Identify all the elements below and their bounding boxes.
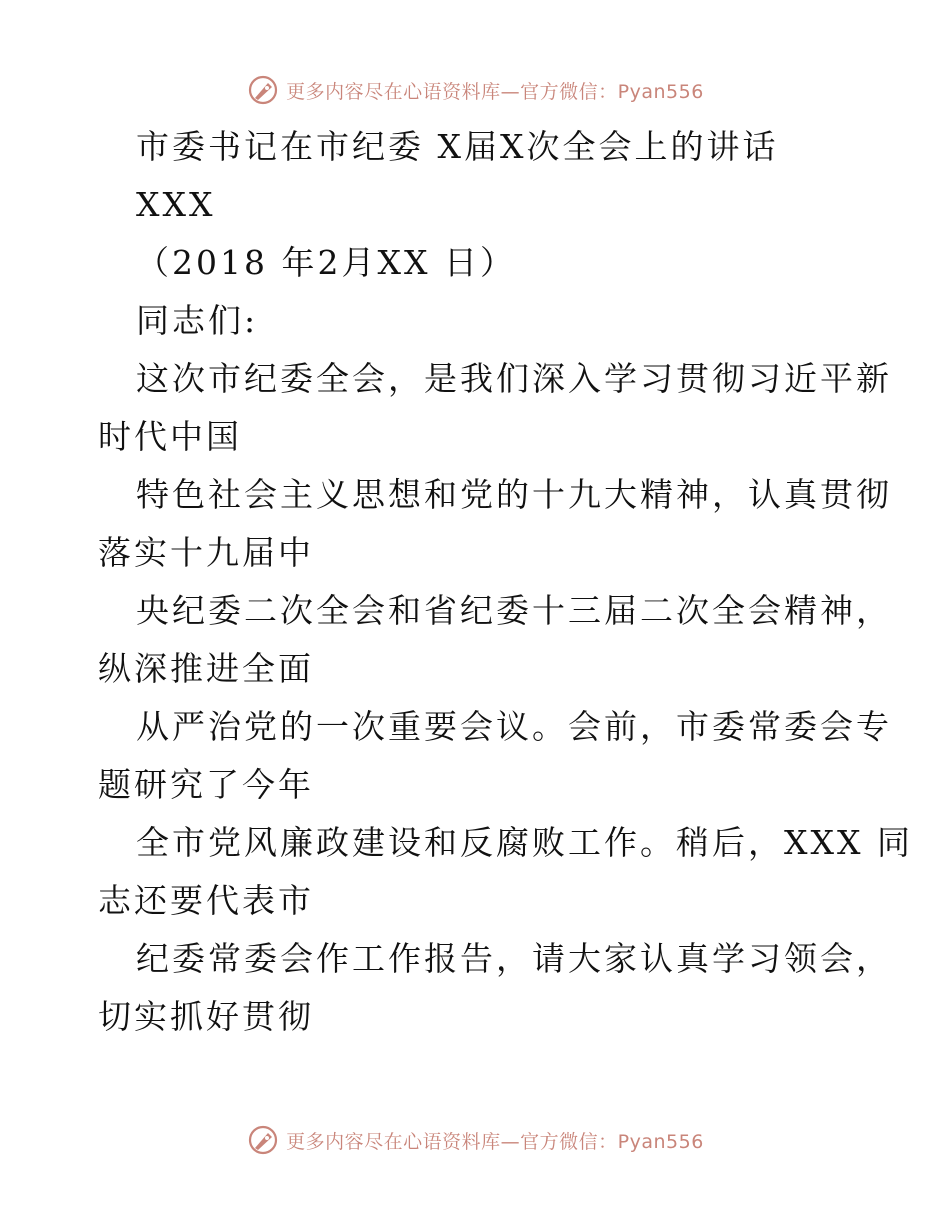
paragraph-line: 时代中国 [98,417,242,456]
watermark-text: 更多内容尽在心语资料库—官方微信：Pyan556 [286,1130,704,1153]
speech-date: （2018 年2月XX 日） [136,243,516,282]
document-body [98,118,913,1046]
speaker-name: XXX [136,185,216,224]
salutation: 同志们: [136,301,259,340]
paragraph-line: 志还要代表市 [98,881,314,920]
header-watermark [0,70,950,110]
document-title: 市委书记在市纪委 X届X次全会上的讲话 [136,127,779,166]
paragraph-line: 这次市纪委全会，是我们深入学习贯彻习近平新 [136,359,892,398]
pen-nib-logo-icon [246,1123,280,1157]
paragraph-line: 切实抓好贯彻 [98,997,314,1036]
paragraph-line: 落实十九届中 [98,533,314,572]
paragraph-line: 从严治党的一次重要会议。会前，市委常委会专 [136,707,892,746]
watermark-text: 更多内容尽在心语资料库—官方微信：Pyan556 [286,80,704,103]
paragraph-line: 特色社会主义思想和党的十九大精神，认真贯彻 [136,475,892,514]
paragraph-line: 纪委常委会作工作报告，请大家认真学习领会， [136,939,892,978]
footer-watermark [0,1120,950,1160]
paragraph-line: 央纪委二次全会和省纪委十三届二次全会精神， [136,591,892,630]
paragraph-line: 全市党风廉政建设和反腐败工作。稍后，XXX 同 [136,823,913,862]
paragraph-line: 纵深推进全面 [98,649,314,688]
pen-nib-logo-icon [246,73,280,107]
paragraph-line: 题研究了今年 [98,765,314,804]
